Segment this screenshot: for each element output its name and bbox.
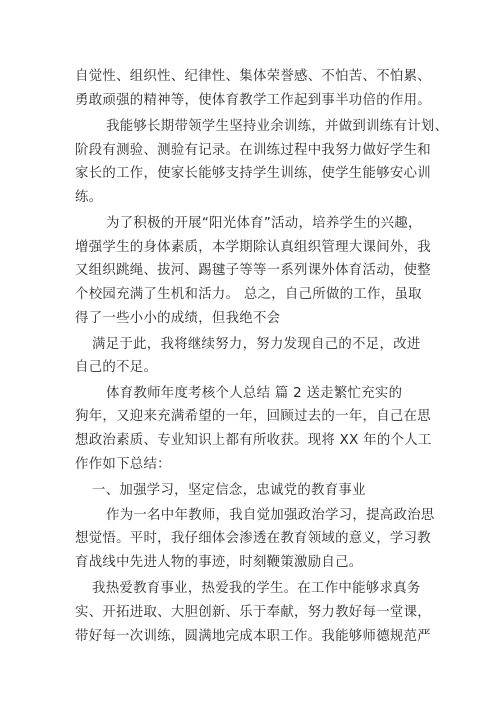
text-line: 自觉性、组织性、纪律性、集体荣誉感、不怕苦、不怕累、	[75, 69, 431, 84]
paragraph-start-line: 为了积极的开展“阳光体育”活动，培养学生的兴趣，	[106, 216, 422, 231]
text-line: 勇敢顽强的精神等，使体育教学工作起到事半功倍的作用。	[75, 93, 431, 108]
text-line: 个校园充满了生机和活力。 总之，自己所做的工作，虽取	[75, 287, 422, 302]
text-line: 家长的工作，使家长能够支持学生训练，使学生能够安心训	[75, 166, 431, 181]
text-line: 练。	[75, 190, 103, 205]
paragraph-start-line: 我热爱教育事业，热爱我的学生。在工作中能够求真务	[92, 581, 421, 596]
text-line: 狗年，又迎来充满希望的一年，回顾过去的一年，自己在思	[75, 409, 431, 424]
text-line: 作作如下总结：	[75, 457, 171, 472]
section-heading-line: 体育教师年度考核个人总结 篇 2 送走繁忙充实的	[106, 386, 403, 401]
text-line: 得了一些小小的成绩，但我绝不会	[75, 311, 281, 326]
text-line: 满足于此，我将继续努力，努力发现自己的不足，改进	[92, 337, 421, 352]
text-line: 增强学生的身体素质，本学期除认真组织管理大课间外，我	[75, 240, 431, 255]
text-line: 实、开拓进取、大胆创新、乐于奉献，努力教好每一堂课，	[75, 605, 431, 620]
paragraph-start-line: 我能够长期带领学生坚持业余训练，并做到训练有计划、	[106, 119, 449, 134]
text-line: 想政治素质、专业知识上都有所收获。现将 XX 年的个人工	[75, 433, 432, 448]
text-line: 阶段有测验、测验有记录。在训练过程中我努力做好学生和	[75, 143, 431, 158]
paragraph-start-line: 作为一名中年教师，我自觉加强政治学习，提高政治思	[106, 508, 435, 523]
text-line: 又组织跳绳、拔河、踢毽子等等一系列课外体育活动，使整	[75, 263, 431, 278]
subheading-line: 一、加强学习，坚定信念，忠诚党的教育事业	[92, 483, 366, 498]
text-line: 育战线中先进人物的事迹，时刻鞭策激励自己。	[75, 555, 363, 570]
text-line: 带好每一次训练，圆满地完成本职工作。我能够师德规范严	[75, 629, 431, 644]
text-line: 想觉悟。平时，我仔细体会渗透在教育领域的意义，学习教	[75, 531, 431, 546]
text-line: 自己的不足。	[75, 360, 158, 375]
